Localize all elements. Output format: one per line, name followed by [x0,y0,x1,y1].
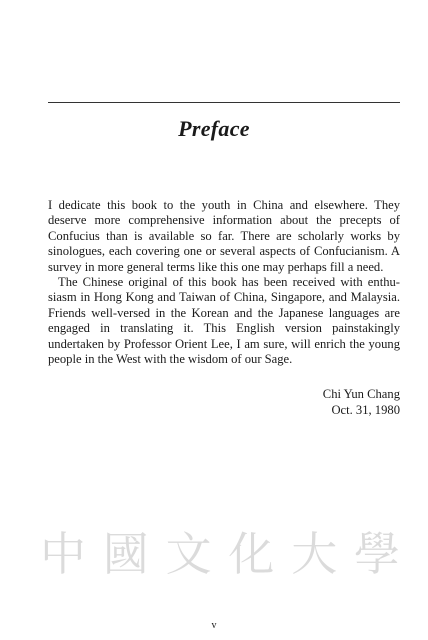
watermark-char: 中 [40,527,86,581]
page-number: v [211,620,217,631]
preface-body [48,198,400,367]
paragraph: I dedicate this book to the youth in China and elsewhere. They deserve more comprehensive information about the precepts of Confucius than is available so far. There are scholarly works by sinologues, each covering one or several aspects of Confucianism. A survey in more general terms like this one may perhaps fill a need. [48,198,400,274]
watermark-char: 大 [291,527,338,581]
university-watermark [40,518,400,590]
page-title: Preface [178,116,250,141]
watermark-char: 學 [353,527,400,581]
paragraph: The Chinese original of this book has been received with enthusiasm in Hong Kong and Taiwan of China, Singapore, and Malaysia. Friends well-versed in the Korean and the Japanese languages are engaged in translating it. This English version painstakingly undertaken by Professor Orient Lee, I am sure, will enrich the young people in the West with the wisdom of our Sage. [48,275,400,367]
watermark-char: 化 [228,527,275,581]
signature-block [323,386,400,418]
watermark-char: 文 [165,527,212,581]
header-rule [48,102,400,103]
watermark-char: 國 [102,527,149,581]
signature-date: Oct. 31, 1980 [331,403,400,417]
author-name: Chi Yun Chang [322,387,400,401]
